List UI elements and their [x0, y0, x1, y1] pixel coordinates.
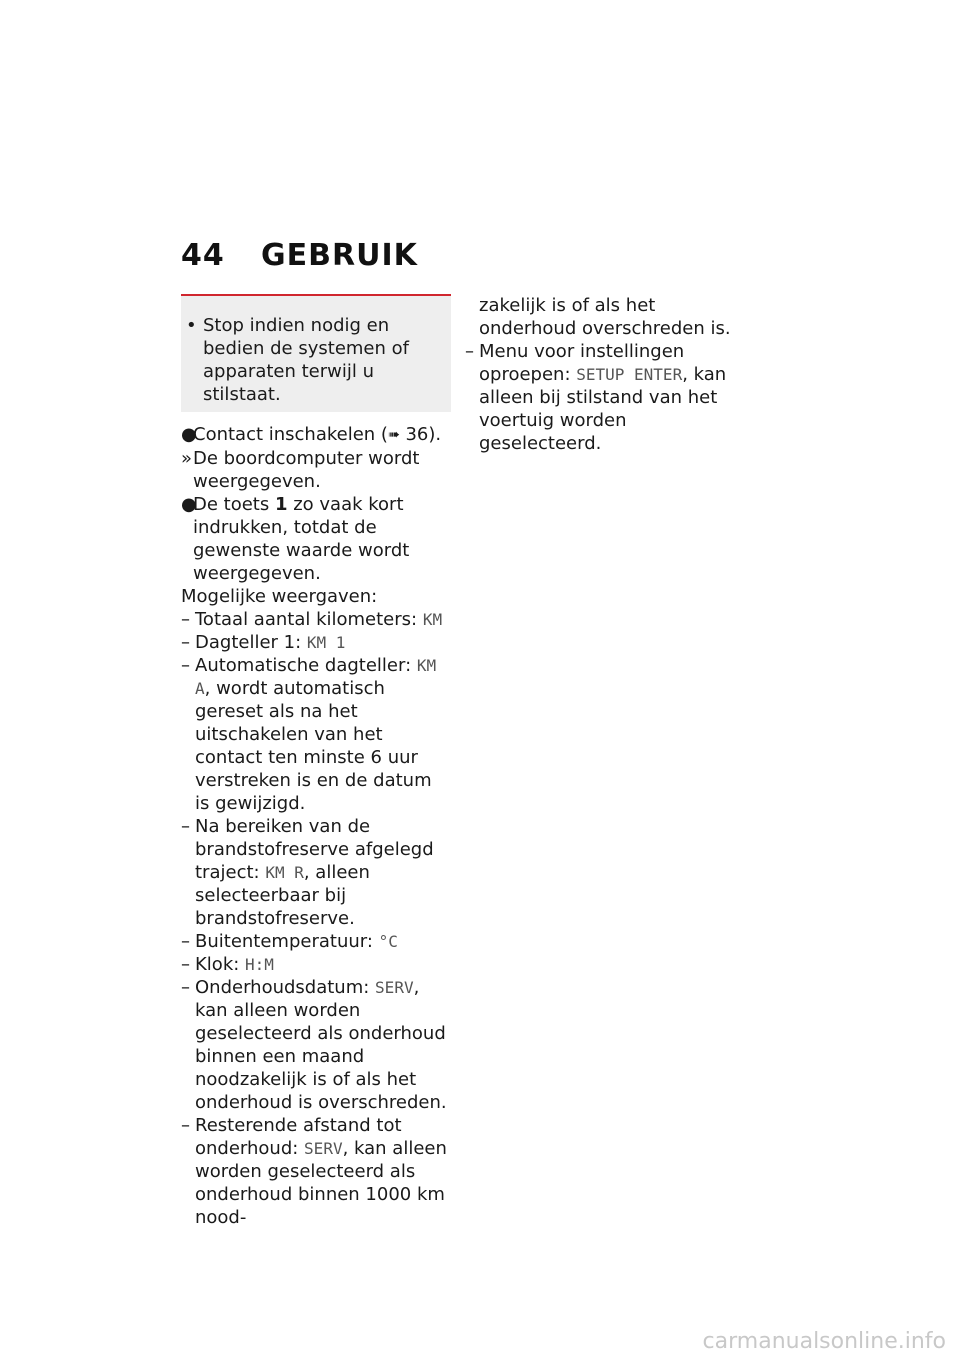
display-item: – Totaal aantal kilometers: KM [181, 609, 443, 630]
page-number: 44 [181, 238, 225, 273]
display-item: – Resterende afstand tot onderhoud: SERV, kan alleen worden geselecteerd als onderhoud binnen 1000 km nood- [181, 1115, 447, 1228]
note-text: Stop indien nodig en bedien de systemen of apparaten terwijl u stilstaat. [203, 315, 409, 405]
display-code: KM A [195, 656, 437, 698]
dash-marker: – [181, 816, 190, 837]
right-column [465, 294, 740, 455]
item-tail-split: , kan alleen worden geselecteerd als onderhoud binnen 1000 km nood- [195, 1138, 447, 1228]
display-item: – Dagteller 1: KM 1 [181, 632, 346, 653]
step-bullet-icon: ● [181, 424, 197, 445]
watermark: carmanualsonline.info [702, 1329, 946, 1354]
step-contact: ● Contact inschakelen (➠ 36). [181, 424, 442, 445]
display-code: KM 1 [306, 633, 346, 652]
left-column [181, 294, 451, 1229]
page-header [181, 238, 418, 273]
display-code: SERV [304, 1139, 343, 1158]
step-press-key: ● De toets 1 zo vaak kort indrukken, totdat de gewenste waarde wordt weergegeven. [181, 494, 410, 584]
list-lead: Mogelijke weergaven: [181, 586, 378, 607]
step-bullet-icon: ● [181, 494, 197, 515]
dash-marker: – [181, 977, 190, 998]
note-bullet: • [186, 315, 197, 336]
dash-marker: – [181, 632, 190, 653]
display-item: – Na bereiken van de brandstofreserve afgelegd traject: KM R, alleen selecteerbaar bij brandstofreserve. [181, 816, 434, 929]
dash-marker: – [181, 609, 190, 630]
display-item: – Klok: H:M [181, 954, 274, 975]
continued-item [465, 294, 740, 340]
display-item: – Onderhoudsdatum: SERV, kan alleen worden geselecteerd als onderhoud binnen een maand noodzakelijk is of als het onderhoud is overschreden. [181, 977, 447, 1113]
dash-marker: – [465, 341, 474, 362]
display-code: KM [422, 610, 443, 629]
display-code: KM R [265, 863, 304, 882]
display-code: °C [378, 932, 398, 951]
page-reference[interactable]: 36 [405, 424, 429, 445]
continued-text: zakelijk is of als het onderhoud overschreden is. [479, 295, 731, 339]
key-label: 1 [274, 494, 288, 515]
dash-marker: – [181, 954, 190, 975]
dash-marker: – [181, 655, 190, 676]
result-display: » De boordcomputer wordt weergegeven. [181, 448, 420, 492]
display-code: SETUP ENTER [576, 365, 683, 384]
display-item: – Buitentemperatuur: °C [181, 931, 398, 952]
display-code: SERV [375, 978, 414, 997]
dash-marker: – [181, 1115, 190, 1136]
safety-note [181, 294, 451, 412]
result-chevron-icon: » [181, 448, 193, 469]
section-title: GEBRUIK [261, 238, 418, 273]
menu-item: – Menu voor instellingen oproepen: SETUP ENTER, kan alleen bij stilstand van het voertuig worden geselecteerd. [465, 341, 727, 454]
display-code: H:M [245, 955, 274, 974]
display-list [181, 608, 451, 1229]
display-item: – Automatische dagteller: KM A, wordt automatisch gereset als na het uitschakelen van het contact ten minste 6 uur verstreken is en de datum is gewijzigd. [181, 655, 437, 814]
page-reference-arrow-icon: ➠ [387, 427, 400, 443]
dash-marker: – [181, 931, 190, 952]
